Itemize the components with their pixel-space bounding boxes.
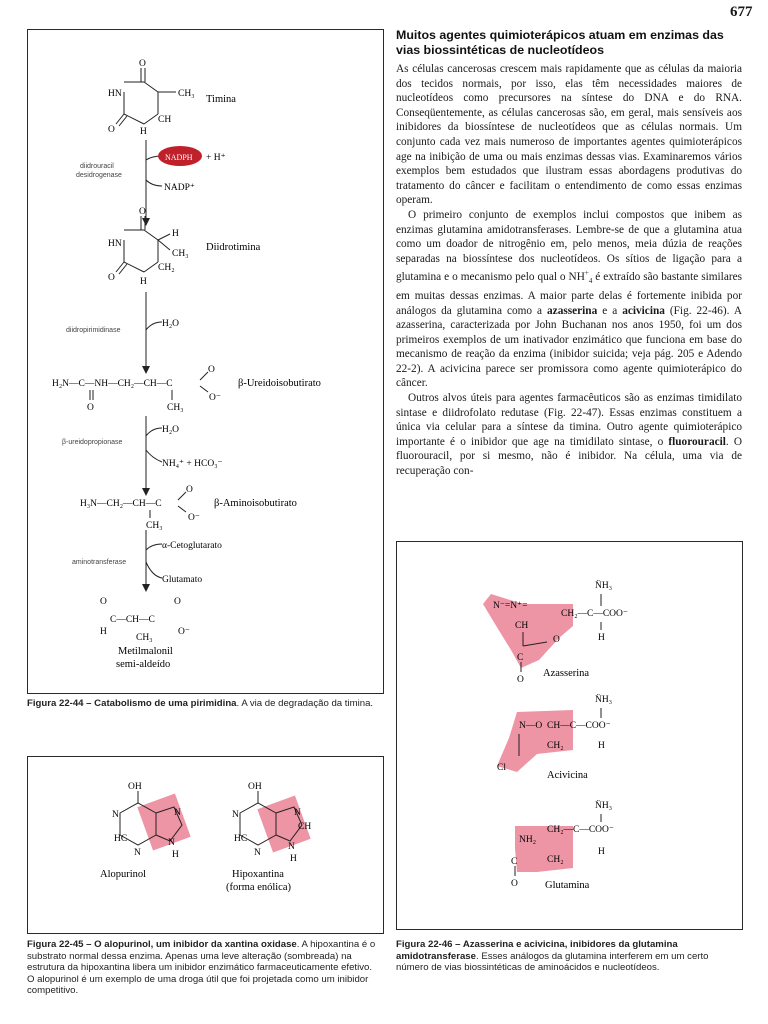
hipoxantina-label-2: (forma enólica) (226, 882, 292, 893)
svg-text:H: H (100, 627, 107, 637)
alopurinol-highlight (137, 794, 190, 851)
svg-text:NH₂: NH₂ (519, 835, 537, 845)
svg-text:Cl: Cl (497, 763, 506, 773)
figure-22-46-caption: Figura 22-46 – Azasserina e acivicina, inibidores da glutamina amidotransferase. Esses análogos da glutamina interferem em um certo número de vias biossintéticas de aminoácidos e nucleotídeos. (396, 939, 709, 974)
svg-text:H₃N—CH₂—CH—C: H₃N—CH₂—CH—C (80, 499, 162, 509)
svg-text:O⁻: O⁻ (209, 393, 221, 403)
svg-text:CH₃: CH₃ (146, 521, 163, 531)
svg-text:CH₂—C—COO⁻: CH₂—C—COO⁻ (547, 825, 614, 835)
svg-text:O: O (139, 207, 146, 217)
svg-text:CH: CH (158, 115, 172, 125)
svg-text:CH₃: CH₃ (178, 89, 195, 99)
svg-text:N: N (288, 842, 295, 852)
svg-text:CH₃: CH₃ (172, 249, 189, 259)
aminoisobutirato-label: β-Aminoisobutirato (214, 498, 297, 509)
svg-text:β-ureidopropionase: β-ureidopropionase (62, 439, 123, 446)
svg-text:N: N (174, 808, 181, 818)
svg-text:+ H⁺: + H⁺ (206, 153, 226, 163)
glutamine-analogs-diagram (397, 542, 742, 929)
svg-text:N̈H₃: N̈H₃ (595, 695, 613, 705)
svg-text:CH₂: CH₂ (547, 741, 564, 751)
svg-text:HN: HN (108, 89, 122, 99)
svg-text:H: H (598, 847, 605, 857)
svg-text:CH: CH (515, 621, 529, 631)
svg-text:H: H (598, 633, 605, 643)
figure-22-45-panel (27, 756, 384, 934)
svg-text:aminotransferase: aminotransferase (72, 559, 127, 566)
svg-text:H: H (140, 277, 147, 287)
svg-text:H: H (140, 127, 147, 137)
svg-text:diidrouracil: diidrouracil (80, 163, 114, 170)
svg-text:CH₃: CH₃ (167, 403, 184, 413)
svg-text:H₂O: H₂O (162, 319, 180, 329)
glutamina-label: Glutamina (545, 880, 590, 891)
figure-22-45-caption: Figura 22-45 – O alopurinol, um inibidor da xantina oxidase. A hipoxantina é o substrato normal dessa enzima. Apenas uma leve alteração (sombreada) na estrutura da hipoxantina libera um inibidor enzimático farmaceuticamente efetivo. O alopurinol é um exemplo de uma droga útil que foi projetada como um inibidor competitivo. (27, 939, 376, 997)
svg-text:O: O (517, 675, 524, 685)
page-number: 677 (730, 4, 753, 20)
svg-text:O: O (208, 365, 215, 375)
metilmalonil-label-2: semi-aldeído (116, 659, 171, 670)
svg-text:CH—C—COO⁻: CH—C—COO⁻ (547, 721, 611, 731)
svg-text:N: N (112, 810, 119, 820)
figure-22-44-panel (27, 29, 384, 694)
svg-text:NH₄⁺ + HCO₃⁻: NH₄⁺ + HCO₃⁻ (162, 459, 223, 469)
hipoxantina-label-1: Hipoxantina (232, 869, 284, 880)
diidrotimina-label: Diidrotimina (206, 242, 261, 253)
svg-text:N̈H₃: N̈H₃ (595, 581, 613, 591)
svg-text:O: O (553, 635, 560, 645)
svg-text:H: H (598, 741, 605, 751)
svg-text:O: O (186, 485, 193, 495)
svg-text:HN: HN (108, 239, 122, 249)
article-body (396, 28, 742, 479)
figure-22-44-caption: Figura 22-44 – Catabolismo de uma pirimidina. A via de degradação da timina. (27, 698, 374, 709)
svg-text:N⁻=N⁺=: N⁻=N⁺= (493, 601, 528, 611)
svg-text:CH: CH (298, 822, 312, 832)
azasserina-label: Azasserina (543, 668, 590, 679)
svg-text:O: O (108, 273, 115, 283)
svg-text:C: C (517, 653, 524, 663)
svg-text:CH₃: CH₃ (136, 633, 153, 643)
svg-text:O⁻: O⁻ (178, 627, 190, 637)
svg-text:O: O (139, 59, 146, 69)
svg-text:diidropirimidinase: diidropirimidinase (66, 327, 121, 334)
svg-text:N: N (294, 808, 301, 818)
svg-text:desidrogenase: desidrogenase (76, 172, 122, 179)
svg-text:NADPH: NADPH (165, 153, 193, 162)
svg-text:H₂O: H₂O (162, 425, 180, 435)
svg-text:Glutamato: Glutamato (162, 575, 203, 585)
ureidoisobutirato-label: β-Ureidoisobutirato (238, 378, 321, 389)
paragraph-2: O primeiro conjunto de exemplos inclui compostos que inibem as enzimas glutamina amidotransferases. Lembre-se de que a glutamina atua como um doador de nitrogênio em, pelo menos, meia dúzia de reações separadas na biossíntese dos nucleotídeos. Os sítios de ligação para a glutamina e o mecanismo pelo qual o $NH^+_4$ é extraído são bastante similares em muitas dessas enzimas. A maior parte delas é fortemente inibida por análogos da glutamina como a azasserina e a acivicina (Fig. 22-46). A azasserina, caracterizada por John Buchanan nos anos 1950, foi um dos primeiros exemplos de um inativador enzimático que funciona em base do mecanismo de reação da enzima (inibidor suicida; veja pág. 205 e Adendo 22-2). A acivicina parece ser promissora como agente quimioterápico do câncer. (396, 208, 743, 390)
svg-text:N—O: N—O (519, 721, 543, 731)
figure-22-46-panel (396, 541, 743, 930)
svg-text:OH: OH (248, 782, 262, 792)
svg-text:N: N (134, 848, 141, 858)
metilmalonil-label-1: Metilmalonil (118, 646, 173, 657)
svg-text:NADP⁺: NADP⁺ (164, 183, 195, 193)
svg-text:H: H (172, 850, 179, 860)
paragraph-1: As células cancerosas crescem mais rapidamente que as células da maioria dos tecidos normais, por isso, elas têm necessidades maiores de nucleotídeos como precursores na síntese do DNA e do RNA. Conseqüentemente, as células cancerosas são, em geral, mais sensíveis aos inibidores da biossíntese de nucleotídeos que as células normais. Um conjunto cada vez mais numeroso de importantes agentes quimioterápicos age na inibição de uma ou mais enzimas dessas vias. Examinaremos vários exemplos bem estudados que ilustram essas abordagens produtivas do tratamento do câncer e facilitam o entendimento de como essas enzimas operam. (396, 63, 742, 207)
svg-text:N̈H₃: N̈H₃ (595, 801, 613, 811)
svg-text:C—CH—C: C—CH—C (110, 615, 155, 625)
svg-text:N: N (254, 848, 261, 858)
svg-text:O⁻: O⁻ (188, 513, 200, 523)
svg-text:H: H (172, 229, 179, 239)
svg-text:O: O (511, 879, 518, 889)
svg-text:O: O (108, 125, 115, 135)
svg-text:O: O (174, 597, 181, 607)
svg-text:H: H (290, 854, 297, 864)
svg-text:O: O (87, 403, 94, 413)
svg-text:CH₂—C—COO⁻: CH₂—C—COO⁻ (561, 609, 628, 619)
paragraph-3: Outros alvos úteis para agentes farmacêuticos são as enzimas timidilato sintase e diidrofolato redutase (Fig. 22-47). Essas enzimas constituem a única via celular para a síntese da timina. Outro agente quimioterápico importante é o inibidor que age na timidilato sintase, o fluorouracil. O fluorouracil, por si mesmo, não é inibidor. Na célula, uma via de recuperação con- (396, 392, 742, 478)
metilmalonil-structure (100, 597, 190, 643)
pyrimidine-catabolism-diagram (28, 30, 383, 693)
svg-text:N: N (168, 838, 175, 848)
svg-text:C: C (511, 857, 518, 867)
svg-text:OH: OH (128, 782, 142, 792)
alopurinol-diagram (28, 757, 383, 933)
timina-label: Timina (206, 94, 236, 105)
ureidoisobutirato-structure (52, 365, 221, 413)
svg-text:HC: HC (234, 834, 248, 844)
svg-text:CH₂: CH₂ (158, 263, 175, 273)
section-heading: Muitos agentes quimioterápicos atuam em enzimas das vias biossintéticas de nucleotídeos (396, 28, 724, 57)
svg-text:α-Cetoglutarato: α-Cetoglutarato (162, 541, 222, 551)
svg-text:O: O (100, 597, 107, 607)
svg-text:CH₂: CH₂ (547, 855, 564, 865)
acivicina-label: Acivicina (547, 770, 588, 781)
aminoisobutirato-structure (80, 485, 200, 531)
svg-text:HC: HC (114, 834, 128, 844)
svg-text:H₂N—C—NH—CH₂—CH—C: H₂N—C—NH—CH₂—CH—C (52, 379, 173, 389)
alopurinol-label: Alopurinol (100, 869, 147, 880)
svg-text:N: N (232, 810, 239, 820)
